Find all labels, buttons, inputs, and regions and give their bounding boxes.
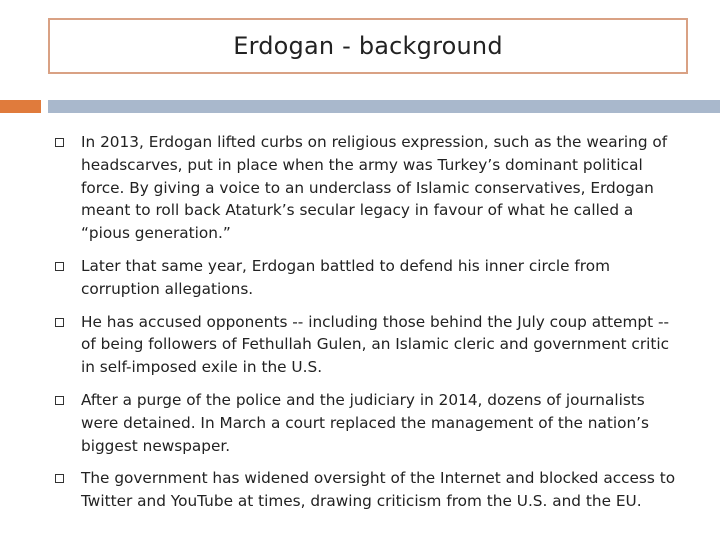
bullet-list xyxy=(0,131,720,523)
bullet-text: In 2013, Erdogan lifted curbs on religious expression, such as the wearing of headscarves, put in place when the army was Turkey’s dominant political force. By giving a voice to an underclass of Islamic conservatives, Erdogan meant to roll back Ataturk’s secular legacy in favour of what he called a “pious generation.” xyxy=(81,133,668,243)
bullet-text: The government has widened oversight of the Internet and blocked access to Twitter and YouTube at times, drawing criticism from the U.S. and the EU. xyxy=(81,469,676,511)
accent-bar-orange xyxy=(0,100,41,113)
bullet-item xyxy=(0,389,686,457)
square-bullet-icon xyxy=(55,262,64,271)
bullet-item xyxy=(0,255,686,301)
bullet-text: He has accused opponents -- including those behind the July coup attempt -- of being followers of Fethullah Gulen, an Islamic cleric and government critic in self-imposed exile in the U.S. xyxy=(81,312,670,377)
square-bullet-icon xyxy=(55,396,64,405)
bullet-item xyxy=(0,467,686,513)
square-bullet-icon xyxy=(55,318,64,327)
title-box xyxy=(48,18,688,74)
square-bullet-icon xyxy=(55,138,64,147)
square-bullet-icon xyxy=(55,474,64,483)
bullet-item xyxy=(0,311,686,379)
slide-title: Erdogan - background xyxy=(233,32,503,60)
accent-bar-blue xyxy=(48,100,720,113)
bullet-item xyxy=(0,131,686,245)
bullet-text: Later that same year, Erdogan battled to defend his inner circle from corruption allegations. xyxy=(81,256,610,298)
bullet-text: After a purge of the police and the judiciary in 2014, dozens of journalists were detained. In March a court replaced the management of the nation’s biggest newspaper. xyxy=(81,390,650,455)
